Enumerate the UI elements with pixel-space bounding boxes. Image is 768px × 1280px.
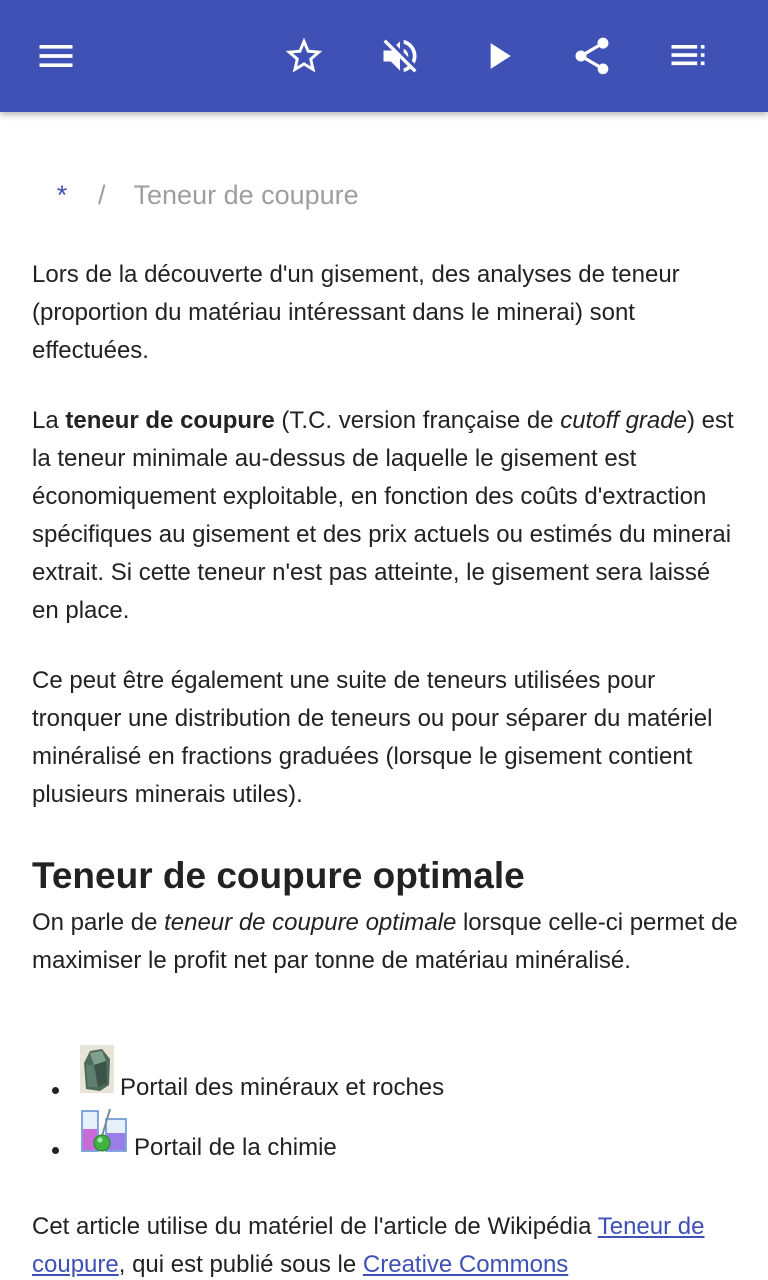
breadcrumb-separator: / [98,180,106,210]
share-icon [570,34,614,78]
section-heading: Teneur de coupure optimale [32,855,525,896]
menu-icon [34,34,78,78]
list-bullet [52,1147,59,1154]
article-paragraph-1: Lors de la découverte d'un gisement, des analyses de teneur (proportion du matériau intéressant dans le minerai) sont effectuées. [32,261,680,364]
breadcrumb-home-link[interactable]: * [56,180,68,210]
p2-end: ) est la teneur minimale au-dessus de laquelle le gisement est économiquement exploitable, en fonction des coûts d'extraction spécifiques au gisement et des prix actuels ou estimés du minerai extrait. Si cette teneur n'est pas atteinte, le gisement sera laissé en place. [32,407,734,624]
p4-italic-term: teneur de coupure optimale [164,909,457,936]
portal-minerals-label[interactable]: Portail des minéraux et roches [120,1074,445,1101]
wikipedia-article-link[interactable]: Teneur de coupure [32,1213,705,1278]
app-toolbar [0,0,768,112]
attribution-mid: , qui est publié sous le [118,1251,363,1278]
favorite-button[interactable] [276,28,332,84]
p2-italic-term: cutoff grade [560,407,687,434]
share-button[interactable] [564,28,620,84]
portal-chemistry-label[interactable]: Portail de la chimie [134,1134,337,1161]
p4-end: lorsque celle-ci permet de maximiser le profit net par tonne de matériau minéralisé. [32,909,738,974]
creative-commons-link[interactable]: Creative Commons [362,1251,569,1278]
chemistry-flask-icon [80,1105,128,1160]
play-icon [476,34,520,78]
mineral-rock-icon [80,1045,114,1100]
p4-start: On parle de [32,909,165,936]
list-bullet [52,1087,59,1094]
breadcrumb [56,180,359,211]
playlist-button[interactable] [660,28,716,84]
article-paragraph-4 [32,904,740,980]
menu-button[interactable] [28,28,84,84]
attribution-paragraph [32,1208,740,1280]
playlist-icon [666,34,710,78]
article-paragraph-3: Ce peut être également une suite de teneurs utilisées pour tronquer une distribution de teneurs ou pour séparer du matériel minéralisé en fractions graduées (lorsque le gisement contient plusieurs minerais utiles). [32,667,713,808]
p2-start: La [32,407,66,434]
play-button[interactable] [470,28,526,84]
attribution-start: Cet article utilise du matériel de l'article de Wikipédia [32,1213,598,1240]
portal-list [32,1048,740,1168]
portal-item-minerals[interactable] [32,1048,740,1108]
portal-item-chemistry[interactable] [32,1108,740,1168]
article-paragraph-2 [32,402,740,630]
volume-off-icon [378,34,422,78]
p2-bold-term: teneur de coupure [65,407,275,434]
p2-mid: (T.C. version française de [274,407,561,434]
star-outline-icon [282,34,326,78]
mute-button[interactable] [372,28,428,84]
breadcrumb-current: Teneur de coupure [133,180,359,210]
